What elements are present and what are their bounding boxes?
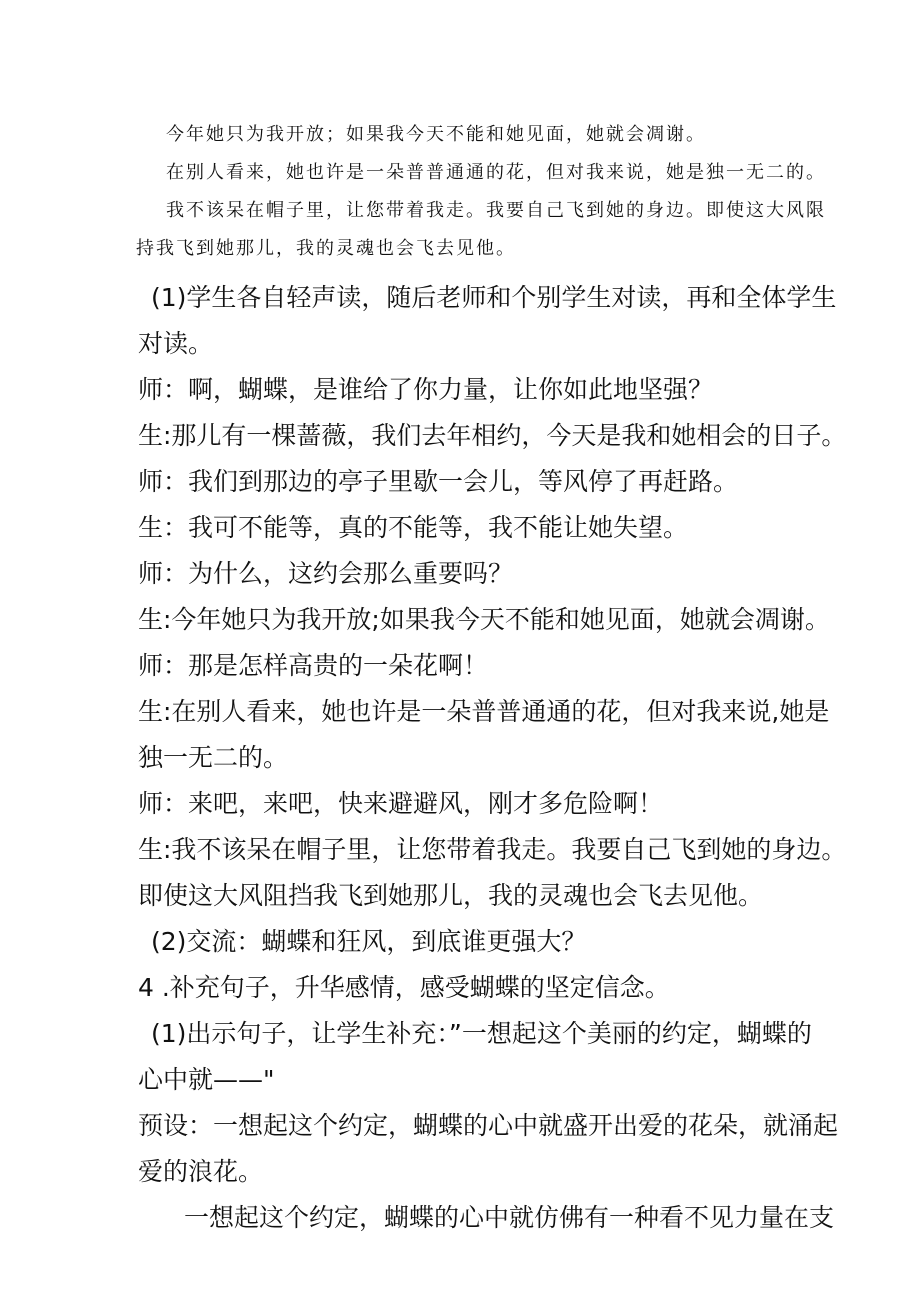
dialogue-line: 师：为什么，这约会那么重要吗？ bbox=[138, 559, 514, 588]
text-line: 心中就——" bbox=[138, 1065, 275, 1094]
excerpt-line: 持我飞到她那儿，我的灵魂也会飞去见他。 bbox=[136, 238, 516, 259]
dialogue-line: 师：啊，蝴蝶，是谁给了你力量，让你如此地坚强？ bbox=[138, 375, 714, 404]
dialogue-line: 独一无二的。 bbox=[138, 743, 289, 772]
section-heading: 4 .补充句子，升华感情，感受蝴蝶的坚定信念。 bbox=[138, 973, 670, 1002]
dialogue-line: 师：来吧，来吧，快来避避风，刚才多危险啊！ bbox=[138, 789, 664, 818]
dialogue-line: 生:在别人看来，她也许是一朵普普通通的花，但对我来说,她是 bbox=[138, 697, 830, 726]
text-line: 对读。 bbox=[138, 329, 214, 358]
dialogue-line: 生:我不该呆在帽子里，让您带着我走。我要自己飞到她的身边。 bbox=[138, 835, 847, 864]
excerpt-line: 我不该呆在帽子里，让您带着我走。我要自己飞到她的身边。即使这大风限 bbox=[166, 200, 826, 221]
dialogue-line: 生：我可不能等，真的不能等，我不能让她失望。 bbox=[138, 513, 689, 542]
dialogue-line: 师：我们到那边的亭子里歇一会儿，等风停了再赶路。 bbox=[138, 467, 739, 496]
text-line: 爱的浪花。 bbox=[138, 1157, 264, 1186]
dialogue-line: 生:今年她只为我开放;如果我今天不能和她见面，她就会凋谢。 bbox=[138, 605, 830, 634]
text-line: (1)学生各自轻声读，随后老师和个别学生对读，再和全体学生 bbox=[151, 283, 837, 312]
text-line: 预设：一想起这个约定，蝴蝶的心中就盛开出爱的花朵，就涌起 bbox=[138, 1111, 839, 1140]
text-line: 一想起这个约定，蝴蝶的心中就仿佛有一种看不见力量在支 bbox=[184, 1203, 835, 1232]
dialogue-line: 生:那儿有一棵蔷薇，我们去年相约，今天是我和她相会的日子。 bbox=[138, 421, 847, 450]
dialogue-line: 师：那是怎样高贵的一朵花啊！ bbox=[138, 651, 489, 680]
text-line: (1)出示句子，让学生补充：”一想起这个美丽的约定，蝴蝶的 bbox=[151, 1019, 812, 1048]
excerpt-line: 在别人看来，她也许是一朵普普通通的花，但对我来说，她是独一无二的。 bbox=[166, 162, 826, 183]
dialogue-line: 即使这大风阻挡我飞到她那儿，我的灵魂也会飞去见他。 bbox=[138, 881, 764, 910]
excerpt-line: 今年她只为我开放；如果我今天不能和她见面，她就会凋谢。 bbox=[166, 124, 706, 145]
text-line: (2)交流：蝴蝶和狂风，到底谁更强大？ bbox=[151, 927, 587, 956]
